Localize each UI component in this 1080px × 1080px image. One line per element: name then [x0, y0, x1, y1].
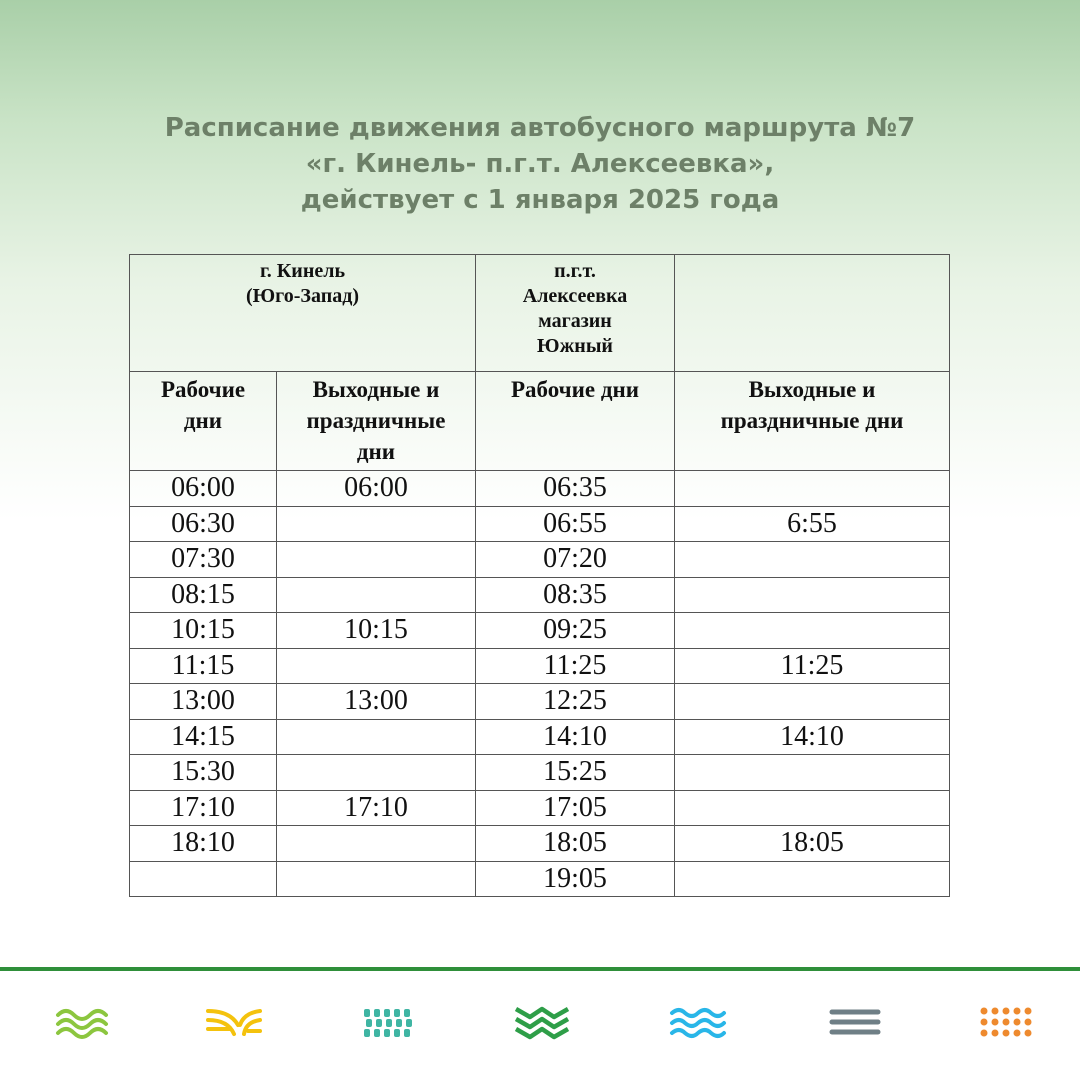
alekseevka-weekend-time: [675, 755, 950, 791]
alekseevka-weekend-time: [675, 577, 950, 613]
kinel-workday-time: 10:15: [130, 613, 277, 649]
table-row: [130, 861, 950, 897]
title-line-3: действует с 1 января 2025 года: [300, 185, 780, 215]
alekseevka-weekends-header: [675, 372, 950, 471]
water-waves-icon: [668, 1003, 728, 1043]
schedule-table: [129, 254, 950, 897]
alekseevka-weekend-time: [675, 684, 950, 720]
alekseevka-workday-time: 06:55: [476, 506, 675, 542]
alekseevka-weekend-time: [675, 542, 950, 578]
kinel-weekend-time: 13:00: [277, 684, 476, 720]
stop-alekseevka-line2: Алексеевка: [522, 285, 628, 307]
empty-header-cell: [675, 255, 950, 372]
table-row: [130, 471, 950, 507]
stop-alekseevka-header: [476, 255, 675, 372]
alekseevka-weekend-time: [675, 613, 950, 649]
kinel-weekend-time: 17:10: [277, 790, 476, 826]
alekseevka-weekend-time: 18:05: [675, 826, 950, 862]
alekseevka-workday-time: 14:10: [476, 719, 675, 755]
footer-icons: [0, 1003, 1080, 1043]
stop-alekseevka-line4: Южный: [537, 335, 613, 357]
kinel-weekend-time: [277, 755, 476, 791]
alekseevka-workday-time: 09:25: [476, 613, 675, 649]
header-text: Выходные и: [312, 377, 440, 402]
table-row: [130, 648, 950, 684]
table-row: [130, 542, 950, 578]
stop-kinel-district: (Юго-Запад): [245, 285, 360, 307]
header-text: дни: [183, 408, 223, 433]
kinel-workday-time: 06:30: [130, 506, 277, 542]
stop-kinel-name: г. Кинель: [259, 260, 346, 282]
stops-header-row: [130, 255, 950, 372]
table-row: [130, 684, 950, 720]
header-text: праздничные: [306, 408, 446, 433]
title-line-2: «г. Кинель- п.г.т. Алексеевка»,: [305, 149, 775, 179]
kinel-workday-time: 18:10: [130, 826, 277, 862]
alekseevka-weekend-time: [675, 861, 950, 897]
alekseevka-weekend-time: 14:10: [675, 719, 950, 755]
alekseevka-workday-time: 15:25: [476, 755, 675, 791]
green-chevrons-icon: [512, 1003, 572, 1043]
wheat-waves-icon: [52, 1003, 112, 1043]
alekseevka-workday-time: 08:35: [476, 577, 675, 613]
kinel-weekend-time: 10:15: [277, 613, 476, 649]
table-row: [130, 790, 950, 826]
kinel-weekend-time: [277, 506, 476, 542]
kinel-workday-time: 13:00: [130, 684, 277, 720]
page-title: [0, 110, 1080, 218]
alekseevka-workday-time: 18:05: [476, 826, 675, 862]
schedule-body: [130, 471, 950, 897]
kinel-weekend-time: [277, 648, 476, 684]
alekseevka-workday-time: 19:05: [476, 861, 675, 897]
gray-lines-icon: [824, 1003, 884, 1043]
kinel-workday-time: 11:15: [130, 648, 277, 684]
stop-alekseevka-line3: магазин: [538, 310, 612, 332]
kinel-workday-time: 06:00: [130, 471, 277, 507]
table-row: [130, 719, 950, 755]
alekseevka-weekend-time: 11:25: [675, 648, 950, 684]
sun-rays-icon: [204, 1003, 264, 1043]
kinel-workday-time: [130, 861, 277, 897]
kinel-weekends-header: [277, 372, 476, 471]
alekseevka-workday-time: 06:35: [476, 471, 675, 507]
title-line-1: Расписание движения автобусного маршрута №7: [164, 113, 916, 143]
table-row: [130, 577, 950, 613]
kinel-weekend-time: [277, 719, 476, 755]
alekseevka-weekend-time: [675, 790, 950, 826]
kinel-workday-time: 07:30: [130, 542, 277, 578]
header-text: Рабочие дни: [511, 377, 639, 402]
table-row: [130, 506, 950, 542]
table-row: [130, 755, 950, 791]
stop-kinel-header: [130, 255, 476, 372]
kinel-weekend-time: 06:00: [277, 471, 476, 507]
kinel-workday-time: 15:30: [130, 755, 277, 791]
kinel-workday-time: 08:15: [130, 577, 277, 613]
table-row: [130, 826, 950, 862]
alekseevka-workdays-header: [476, 372, 675, 471]
alekseevka-weekend-time: [675, 471, 950, 507]
kinel-weekend-time: [277, 826, 476, 862]
table-row: [130, 613, 950, 649]
kinel-weekend-time: [277, 861, 476, 897]
alekseevka-weekend-time: 6:55: [675, 506, 950, 542]
header-text: праздничные дни: [720, 408, 904, 433]
drops-pattern-icon: [358, 1003, 418, 1043]
orange-dots-icon: [975, 1003, 1035, 1043]
stop-alekseevka-line1: п.г.т.: [554, 260, 596, 282]
alekseevka-workday-time: 11:25: [476, 648, 675, 684]
header-text: Рабочие: [160, 377, 246, 402]
kinel-workday-time: 17:10: [130, 790, 277, 826]
days-header-row: [130, 372, 950, 471]
kinel-workday-time: 14:15: [130, 719, 277, 755]
alekseevka-workday-time: 17:05: [476, 790, 675, 826]
kinel-workdays-header: [130, 372, 277, 471]
kinel-weekend-time: [277, 542, 476, 578]
header-text: дни: [356, 439, 396, 464]
footer-divider: [0, 967, 1080, 971]
header-text: Выходные и: [748, 377, 876, 402]
alekseevka-workday-time: 12:25: [476, 684, 675, 720]
alekseevka-workday-time: 07:20: [476, 542, 675, 578]
kinel-weekend-time: [277, 577, 476, 613]
